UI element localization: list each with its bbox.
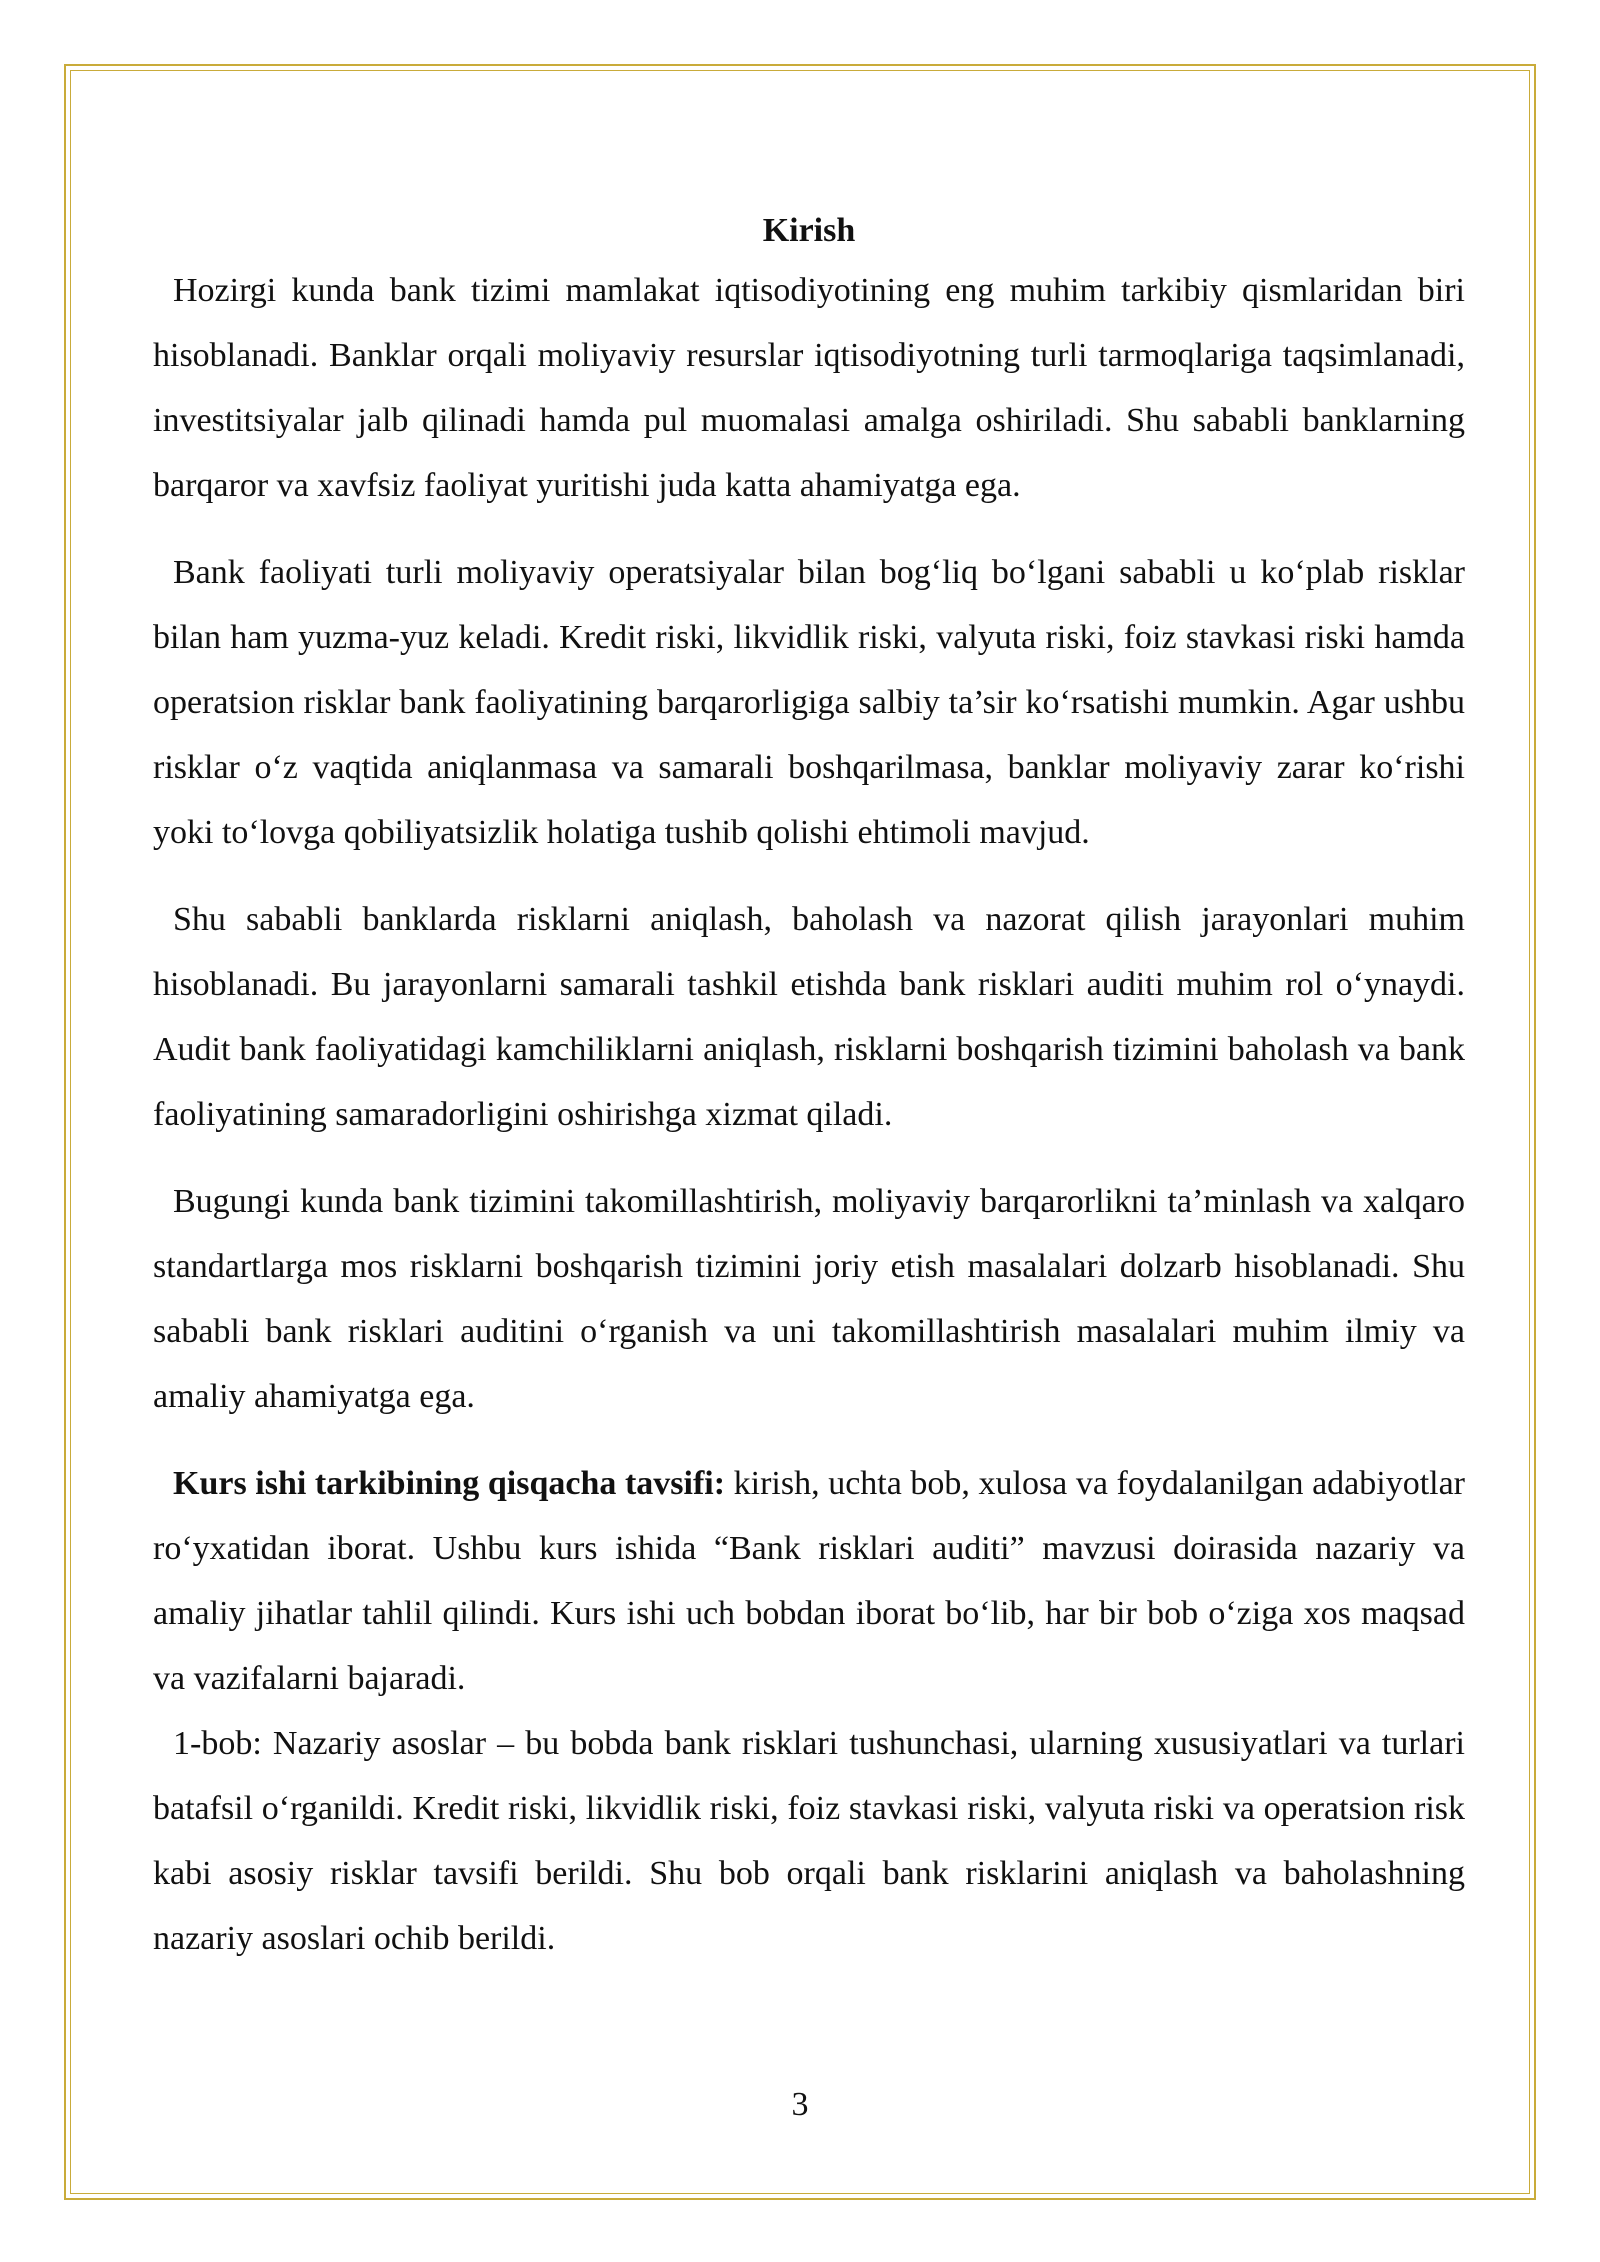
page-content [153,210,1465,1993]
paragraph-chapter-1: 1-bob: Nazariy asoslar – bu bobda bank risklari tushunchasi, ularning xususiyatlari va turlari batafsil o‘rganildi. Kredit riski, likvidlik riski, foiz stavkasi riski, valyuta riski va operatsion risk kabi asosiy risklar tavsifi berildi. Shu bob orqali bank risklarini aniqlash va baholashning nazariy asoslari ochib berildi. [153,1725,1465,1957]
paragraph-intro: Hozirgi kunda bank tizimi mamlakat iqtisodiyotining eng muhim tarkibiy qismlaridan biri hisoblanadi. Banklar orqali moliyaviy resurslar iqtisodiyotning turli tarmoqlariga taqsimlanadi, investitsiyalar jalb qilinadi hamda pul muomalasi amalga oshiriladi. Shu sababli banklarning barqaror va xavfsiz faoliyat yuritishi juda katta ahamiyatga ega. [153,272,1465,504]
paragraph-relevance: Bugungi kunda bank tizimini takomillashtirish, moliyaviy barqarorlikni ta’minlash va xalqaro standartlarga mos risklarni boshqarish tizimini joriy etish masalalari dolzarb hisoblanadi. Shu sababli bank risklari auditini o‘rganish va uni takomillashtirish masalalari muhim ilmiy va amaliy ahamiyatga ega. [153,1183,1465,1415]
summary-text: kirish, uchta bob, xulosa va foydalanilgan adabiyotlar ro‘yxatidan iborat. Ushbu kurs ishida “Bank risklari auditi” mavzusi doirasida nazariy va amaliy jihatlar tahlil qilindi. Kurs ishi uch bobdan iborat bo‘lib, har bir bob o‘ziga xos maqsad va vazifalarni bajaradi. [153,1465,1465,1697]
paragraph-risks: Bank faoliyati turli moliyaviy operatsiyalar bilan bog‘liq bo‘lgani sababli u ko‘plab risklar bilan ham yuzma-yuz keladi. Kredit riski, likvidlik riski, valyuta riski, foiz stavkasi riski hamda operatsion risklar bank faoliyatining barqarorligiga salbiy ta’sir ko‘rsatishi mumkin. Agar ushbu risklar o‘z vaqtida aniqlanmasa va samarali boshqarilmasa, banklar moliyaviy zarar ko‘rishi yoki to‘lovga qobiliyatsizlik holatiga tushib qolishi ehtimoli mavjud. [153,554,1465,851]
section-title: Kirish [762,212,856,249]
paragraph-summary [153,1451,1465,1711]
page-number: 3 [791,2086,809,2123]
summary-lead: Kurs ishi tarkibining qisqacha tavsifi: [173,1465,726,1502]
paragraph-audit-role: Shu sababli banklarda risklarni aniqlash, baholash va nazorat qilish jarayonlari muhim hisoblanadi. Bu jarayonlarni samarali tashkil etishda bank risklari auditi muhim rol o‘ynaydi. Audit bank faoliyatidagi kamchiliklarni aniqlash, risklarni boshqarish tizimini baholash va bank faoliyatining samaradorligini oshirishga xizmat qiladi. [153,901,1465,1133]
